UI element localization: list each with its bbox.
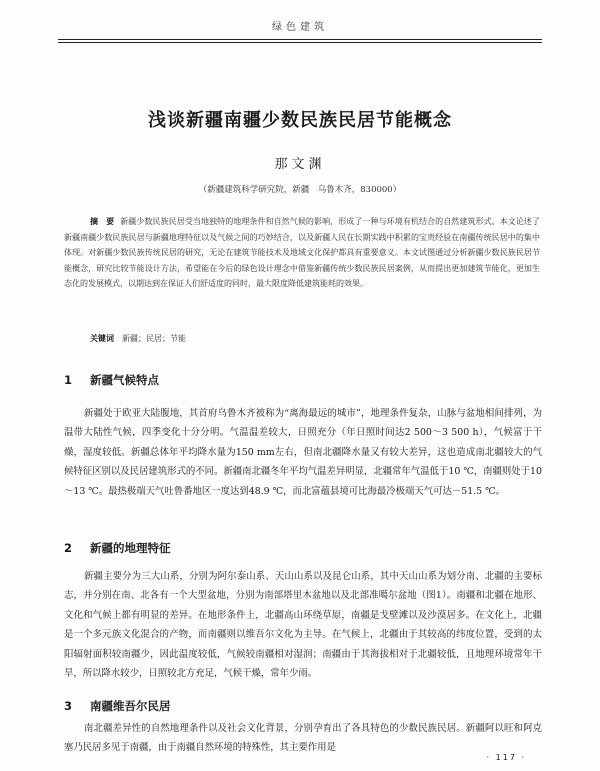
keywords-text: 新疆；民居；节能 <box>122 334 186 343</box>
header-rule-bottom <box>58 42 542 43</box>
section-3-paragraph: 南北疆差异性的自然地理条件以及社会文化背景，分别孕育出了各具特色的少数民族民居。新疆阿以旺和阿克塞乃民居多见于南疆，由于南疆自然环境的特殊性，其主要作用是 <box>64 723 542 754</box>
abstract-text: 新疆少数民族民居受当地独特的地理条件和自然气候的影响，形成了一种与环境有机结合的自然建筑形式。本文论述了新疆南疆少数民族民居与新疆地理特征以及气候之间的巧妙结合，以及新疆人民在长期实践中积累的宝贵经验在南疆传统民居中的集中体现。对新疆少数民族传统民居的研究，无论在建筑节能技术及地域文化保护都具有重要意义。本文试图通过分析新疆少数民族民居节能概念，研究比较节能设计方法，希望能在今后的绿色设计理念中借鉴新疆传统少数民族民居案例，从而提出更加建筑节能化，更加生态化的发展模式，以期达到在保证人们舒适度的同时，最大限度降低建筑能耗的效果。 <box>64 217 541 289</box>
running-header: 绿色建筑 <box>272 22 328 33</box>
section-2-paragraph: 新疆主要分为三大山系，分别为阿尔泰山系、天山山系以及昆仑山系，其中天山山系为划分南、北疆的主要标志，并分别在南、北各有一个大型盆地，分别为南部塔里木盆地以及北部准噶尔盆地（图1）。南疆和北疆在地形、文化和气候上都有明显的差异。在地形条件上，北疆高山环绕草原，南疆是戈壁滩以及沙漠居多。在文化上，北疆是一个多元族文化混合的产物，而南疆则以维吾尔文化为主导。在气候上，北疆由于其较高的纬度位置，受到的太阳辐射面积较南疆少，因此温度较低，气候较南疆相对湿润；南疆由于其海拔相对于北疆较低，且地理环境常年干旱，所以降水较少，日照较北方充足，气候干燥，常年少雨。 <box>64 571 542 680</box>
abstract <box>64 214 540 292</box>
keywords-label: 关键词 <box>90 334 114 343</box>
abstract-label: 摘 要 <box>90 217 115 226</box>
section-title: 新疆的地理特征 <box>90 541 171 555</box>
article-title: 浅谈新疆南疆少数民族民居节能概念 <box>148 110 452 131</box>
section-heading-3 <box>64 698 171 714</box>
keywords <box>90 333 186 344</box>
section-title: 新疆气候特点 <box>90 373 159 387</box>
page-number: · 117 · <box>486 753 526 762</box>
section-number: 2 <box>64 541 73 555</box>
section-number: 3 <box>64 699 73 713</box>
section-number: 1 <box>64 373 73 387</box>
section-1-paragraph: 新疆处于欧亚大陆腹地，其首府乌鲁木齐被称为“离海最远的城市”，地理条件复杂，山脉与盆地相间排列，为温带大陆性气候，四季变化十分分明。气温温差较大，日照充分（年日照时间达2 500～3 500 h），气候富于干燥，湿度较低。新疆总体年平均降水量为150 mm左右，但南北疆降水量又有较大差异，这也造成南北疆较大的气候特征区别以及民居建筑形式的不同。新疆南北疆冬年平均气温差异明显，北疆常年气温低于10 ℃，南疆则处于10～13 ℃。最热极端天气吐鲁番地区一度达到48.9 ℃，而北富蕴县境可比海最冷极端天气可达－51.5 ℃。 <box>64 408 542 497</box>
header-rule-top <box>58 39 542 40</box>
section-title: 南疆维吾尔民居 <box>90 699 171 713</box>
author-affiliation: （新疆建筑科学研究院，新疆 乌鲁木齐，830000） <box>198 185 402 195</box>
section-heading-2 <box>64 540 171 556</box>
article-author: 那文渊 <box>274 157 326 172</box>
section-heading-1 <box>64 372 159 388</box>
